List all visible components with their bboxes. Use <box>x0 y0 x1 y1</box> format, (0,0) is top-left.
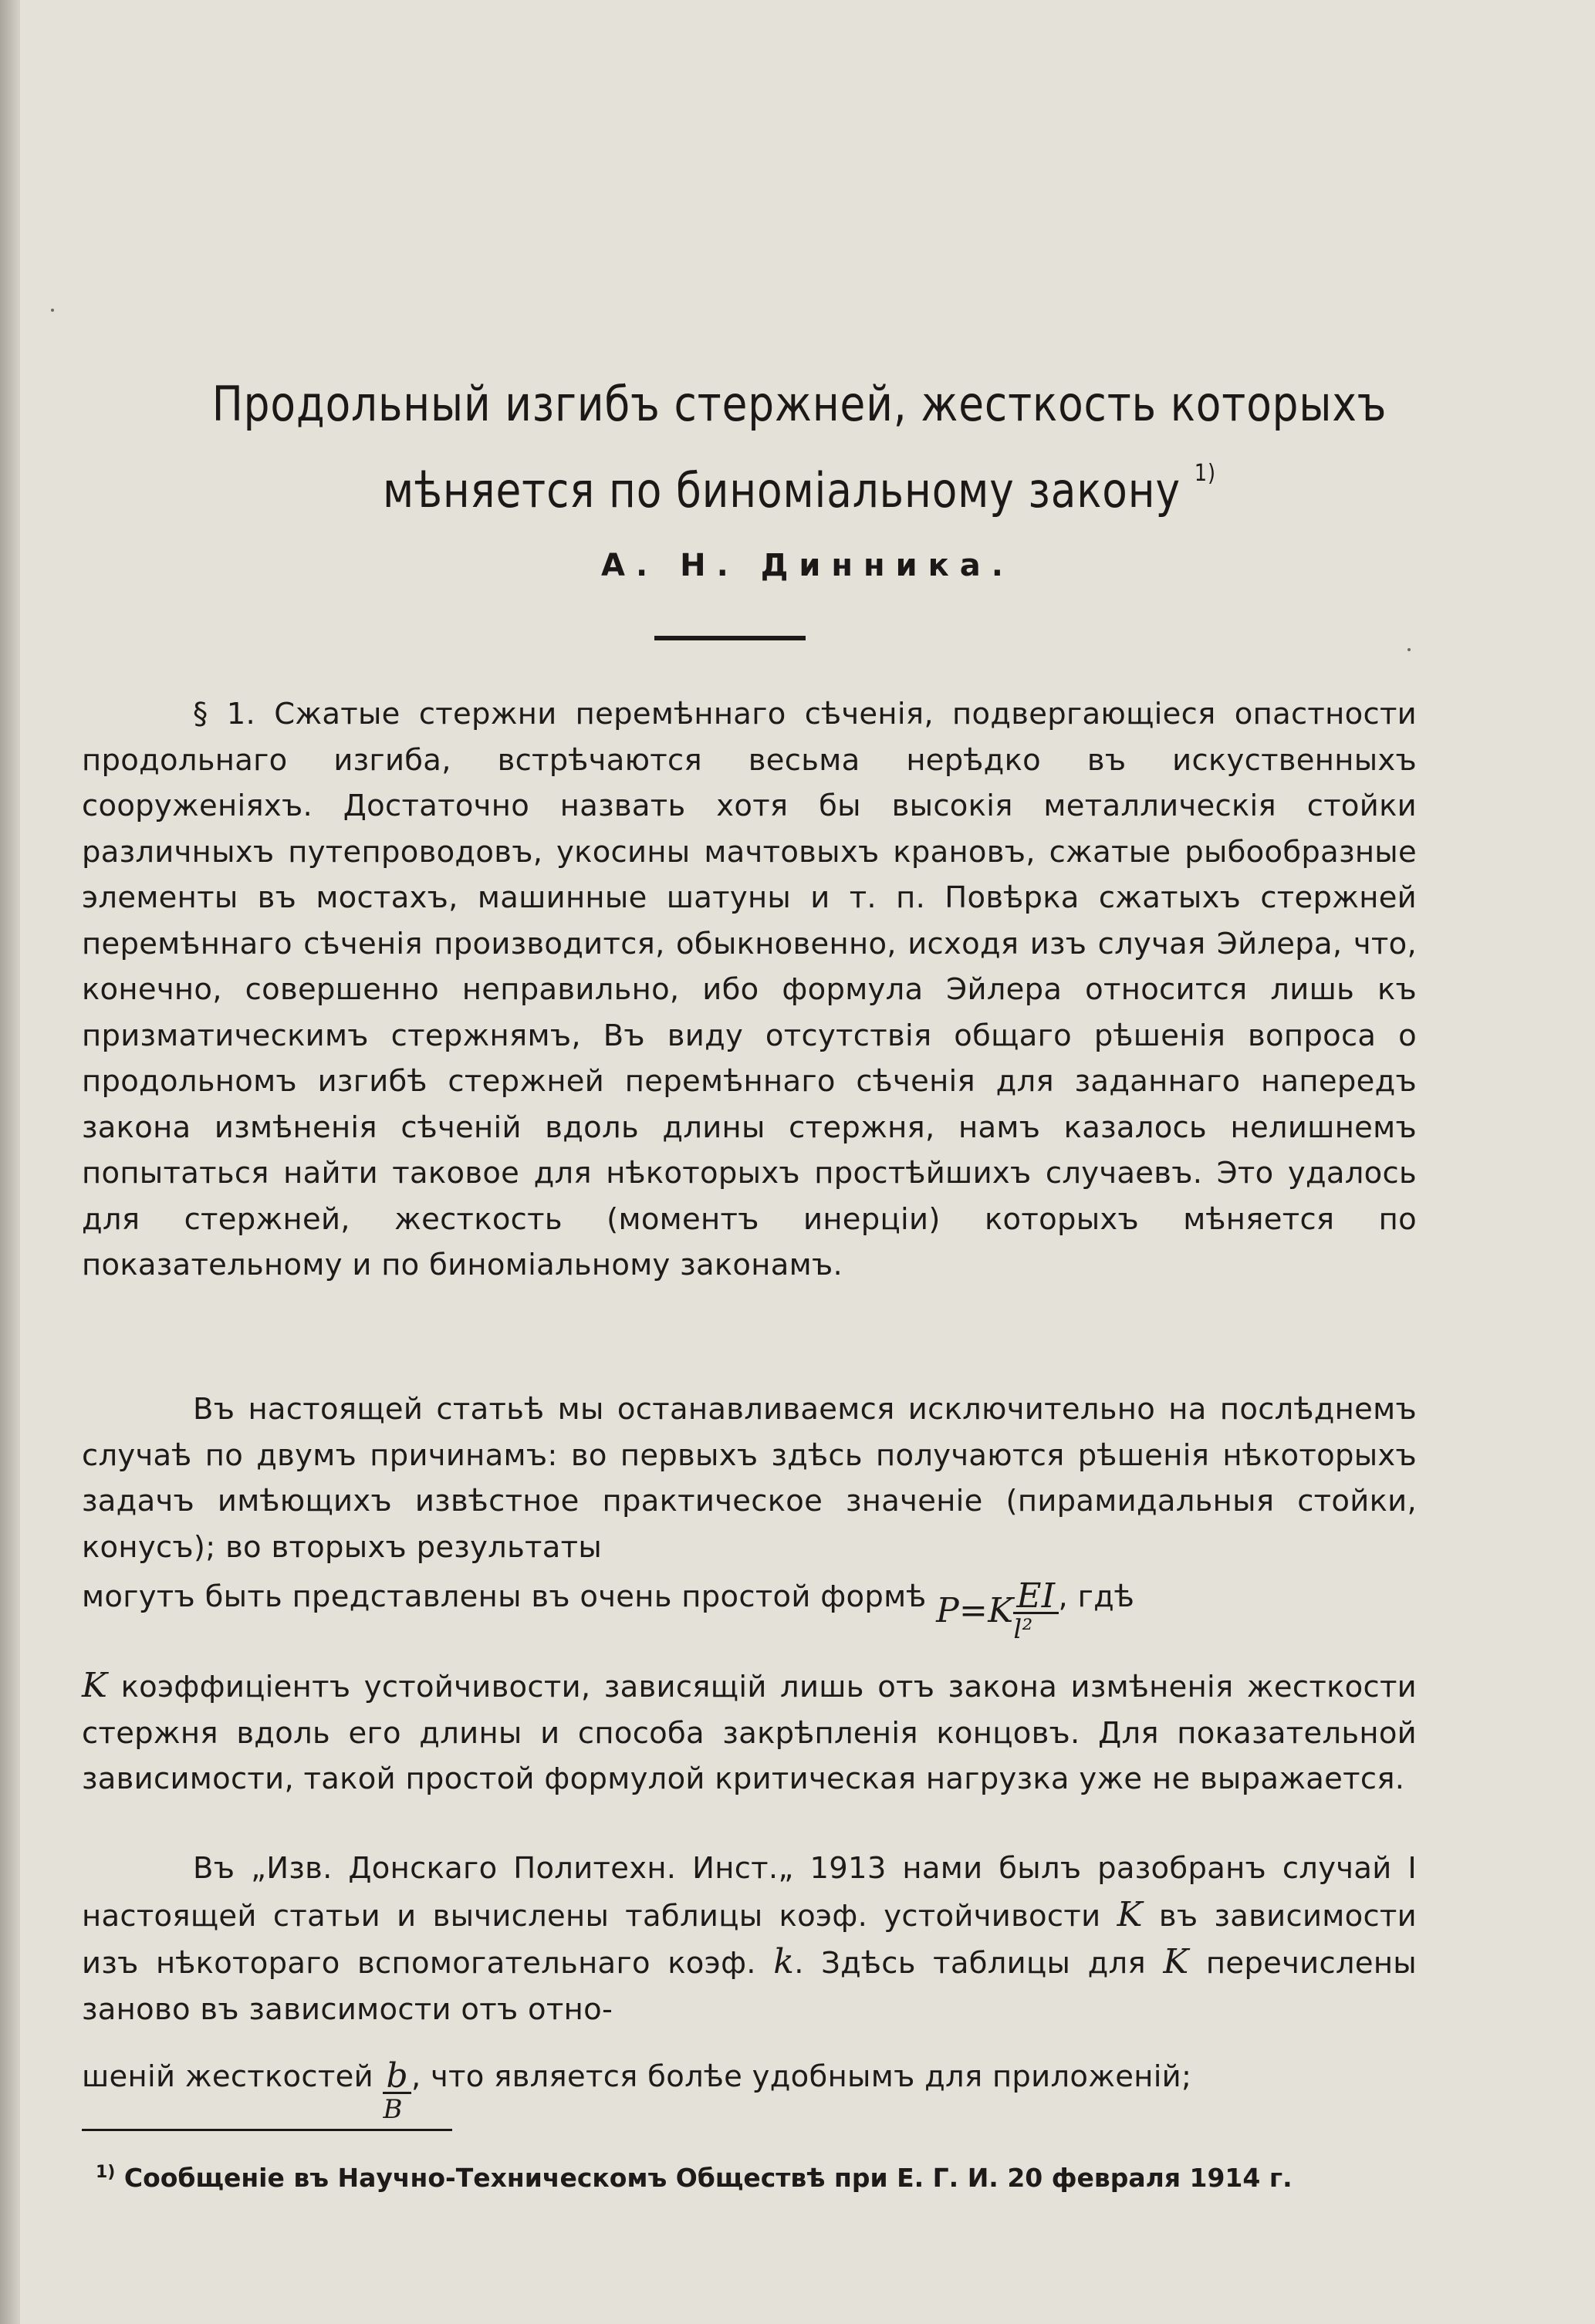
formula-line <box>82 1574 1417 1645</box>
coefficient-K-2: K <box>1163 1942 1189 1981</box>
coefficient-k: k <box>773 1942 795 1981</box>
ratio-numerator: b <box>383 2061 411 2094</box>
formula-fraction <box>1013 1576 1058 1645</box>
title-text-1: Продольный изгибъ стержней, жесткость которыхъ <box>211 376 1387 432</box>
paragraph-3-text-d: перечислены заново въ зависимости отъ отно- <box>82 1946 1417 2027</box>
footnote-marker: 1) <box>96 2163 116 2182</box>
ratio-lead-text: шеній жесткостей <box>82 2059 373 2094</box>
critical-load-formula <box>936 1576 1058 1645</box>
author-name: А. Н. Динника. <box>601 548 1014 583</box>
ratio-line <box>82 2054 1417 2125</box>
paragraph-1: § 1. Сжатые стержни перемѣннаго сѣченія, подвергающіеся опастности продольнаго изгиба, встрѣчаются весьма нерѣдко въ искуственныхъ сооруженіяхъ. Достаточно назвать хотя бы высокія металлическія стойки различныхъ путепроводовъ, укосины мачтовыхъ крановъ, сжатые рыбообразные элементы въ мостахъ, машинные шатуны и т. п. Повѣрка сжатыхъ стержней перемѣннаго сѣченія производится, обыкновенно, исходя изъ случая Эйлера, что, конечно, совершенно неправильно, ибо формула Эйлера относится лишь къ призматическимъ стержнямъ, Въ виду отсутствія общаго рѣшенія вопроса о продольномъ изгибѣ стержней перемѣннаго сѣченія для заданнаго напередъ закона измѣненія сѣченій вдоль длины стержня, намъ казалось нелишнемъ попытаться найти таковое для нѣкоторыхъ простѣйшихъ случаевъ. Это удалось для стержней, жесткость (моментъ инерціи) которыхъ мѣняется по показательному и по биноміальному законамъ. <box>82 697 1417 1282</box>
paragraph-2-continued-text: коэффиціентъ устойчивости, зависящій лишь отъ закона измѣненія жесткости стержня вдоль его длины и способа закрѣпленія концовъ. Для показательной зависимости, такой простой формулой критическая нагрузка уже не выражается. <box>82 1670 1417 1796</box>
title-footnote-marker: 1) <box>1194 460 1216 487</box>
paper-speck <box>1407 648 1411 651</box>
document-page <box>20 0 1595 2324</box>
formula-lhs: P=K <box>936 1591 1014 1630</box>
paragraph-3-text-b: въ зависимости изъ нѣкотораго вспомогательнаго коэф. <box>82 1898 1417 1981</box>
paragraph-3-text-a: Въ „Изв. Донскаго Политехн. Инст.„ 1913 нами былъ разобранъ случай I настоящей статьи и вычислены таблицы коэф. устойчивости <box>82 1851 1417 1934</box>
paragraph-2: Въ настоящей статьѣ мы останавливаемся исключительно на послѣднемъ случаѣ по двумъ причинамъ: во первыхъ здѣсь получаются рѣшенія нѣкоторыхъ задачъ имѣющихъ извѣстное практическое значеніе (пирамидальныя стойки, конусъ); во вторыхъ результаты <box>82 1392 1417 1565</box>
footnote <box>96 2156 1423 2195</box>
ratio-fraction <box>383 2056 411 2125</box>
paragraph-3 <box>82 1846 1417 2032</box>
formula-trailing-text: , гдѣ <box>1058 1579 1135 1614</box>
paragraph-3-text-c: . Здѣсь таблицы для <box>794 1946 1146 1981</box>
article-title-line-2 <box>169 441 1430 523</box>
article-title-line-1 <box>169 372 1430 437</box>
paragraph-2-continued <box>82 1663 1417 1802</box>
ratio-denominator: B <box>383 2094 403 2125</box>
formula-lead-text: могутъ быть представлены въ очень простой формѣ <box>82 1579 927 1614</box>
title-text-2: мѣняется по биноміальному закону <box>383 462 1181 519</box>
formula-numerator: EI <box>1013 1581 1058 1614</box>
ratio-trailing-text: , что является болѣе удобнымъ для приложеній; <box>411 2059 1192 2094</box>
formula-denominator: l² <box>1013 1614 1033 1645</box>
page-binding-edge <box>0 0 20 2324</box>
footnote-text: Сообщеніе въ Научно-Техническомъ Обществѣ при Е. Г. И. 20 февраля 1914 г. <box>123 2163 1293 2193</box>
footnote-divider <box>82 2129 452 2131</box>
title-divider <box>654 636 806 640</box>
paper-speck <box>51 309 54 312</box>
coefficient-symbol: K <box>82 1666 108 1705</box>
coefficient-K-1: K <box>1117 1894 1143 1934</box>
stiffness-ratio <box>383 2056 411 2125</box>
